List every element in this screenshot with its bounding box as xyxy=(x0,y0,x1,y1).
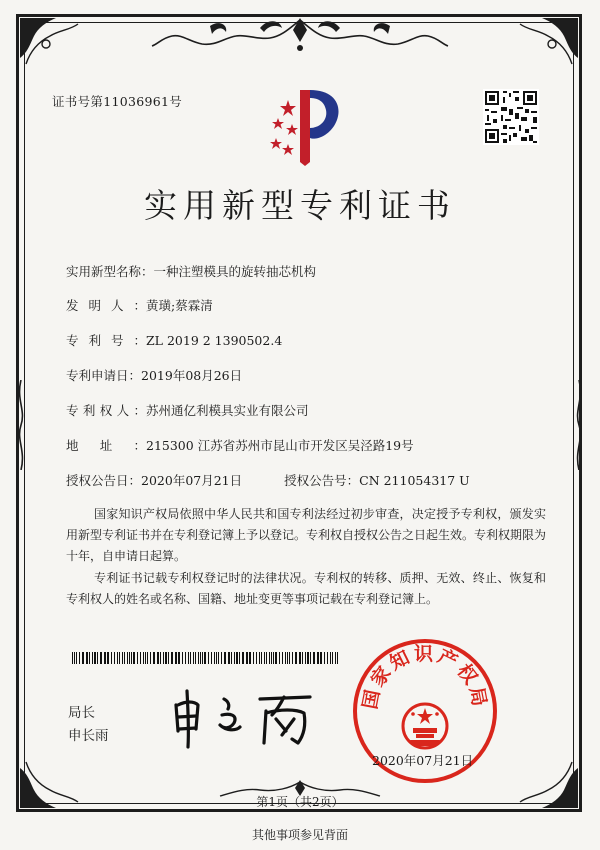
grant-date-value: 2020年07月21日 xyxy=(141,473,243,488)
right-side-ornament xyxy=(572,380,586,470)
utility-model-name-row xyxy=(66,262,316,280)
director-name: 申长雨 xyxy=(68,728,109,744)
left-side-ornament xyxy=(14,380,28,470)
certificate-number: 证书号第11036961号 xyxy=(52,94,183,109)
seal-text: 国家知识产权局 xyxy=(359,643,491,711)
top-right-corner-ornament xyxy=(512,14,582,84)
inventor-row xyxy=(66,296,213,314)
top-ornament xyxy=(150,14,450,58)
inventor-label: 发明人： xyxy=(66,298,146,313)
filing-date-label: 专利申请日： xyxy=(66,368,142,383)
address-row xyxy=(66,436,414,454)
patent-number-value: ZL 2019 2 1390502.4 xyxy=(146,333,283,348)
grant-number-label: 授权公告号： xyxy=(284,473,360,488)
grant-date-row xyxy=(66,471,470,489)
address-label: 地址： xyxy=(66,438,146,453)
svg-text:国家知识产权局 xyxy=(359,642,491,711)
director-title: 局长 xyxy=(68,705,95,721)
national-emblem-icon xyxy=(403,704,447,748)
certificate-title: 实用新型专利证书 xyxy=(144,186,456,225)
director-signature xyxy=(168,685,318,749)
inventor-value: 黄璜;蔡霖清 xyxy=(146,298,213,313)
filing-date-value: 2019年08月26日 xyxy=(141,368,243,383)
filing-date-row xyxy=(66,366,242,384)
grant-number-value: CN 211054317 U xyxy=(359,473,470,488)
address-value: 215300 江苏省苏州市昆山市开发区吴泾路19号 xyxy=(146,438,414,453)
patent-number-row xyxy=(66,331,282,349)
footer-note: 其他事项参见背面 xyxy=(251,828,348,842)
grant-statement-paragraph: 国家知识产权局依照中华人民共和国专利法经过初步审查，决定授予专利权，颁发实用新型专利证书并在专利登记簿上予以登记。专利权自授权公告之日起生效。专利权期限为十年，自申请日起算。 xyxy=(66,507,547,563)
utility-model-name-value: 一种注塑模具的旋转抽芯机构 xyxy=(153,264,317,279)
utility-model-name-label: 实用新型名称： xyxy=(66,264,154,279)
grant-date-label: 授权公告日： xyxy=(66,473,142,488)
legal-status-paragraph: 专利证书记载专利权登记时的法律状况。专利权的转移、质押、无效、终止、恢复和专利权人的姓名或名称、国籍、地址变更等事项记载在专利登记簿上。 xyxy=(66,571,546,606)
patent-number-label: 专利号： xyxy=(66,333,146,348)
patentee-value: 苏州通亿利模具实业有限公司 xyxy=(146,403,309,418)
top-left-corner-ornament xyxy=(16,14,86,84)
page-indicator: 第1页（共2页） xyxy=(256,795,344,809)
qr-code xyxy=(483,89,539,145)
seal-date: 2020年07月21日 xyxy=(372,753,474,768)
patentee-row xyxy=(66,401,309,419)
cnipa-logo-icon xyxy=(258,80,348,170)
patentee-label: 专利权人： xyxy=(66,403,146,418)
barcode xyxy=(72,652,342,664)
